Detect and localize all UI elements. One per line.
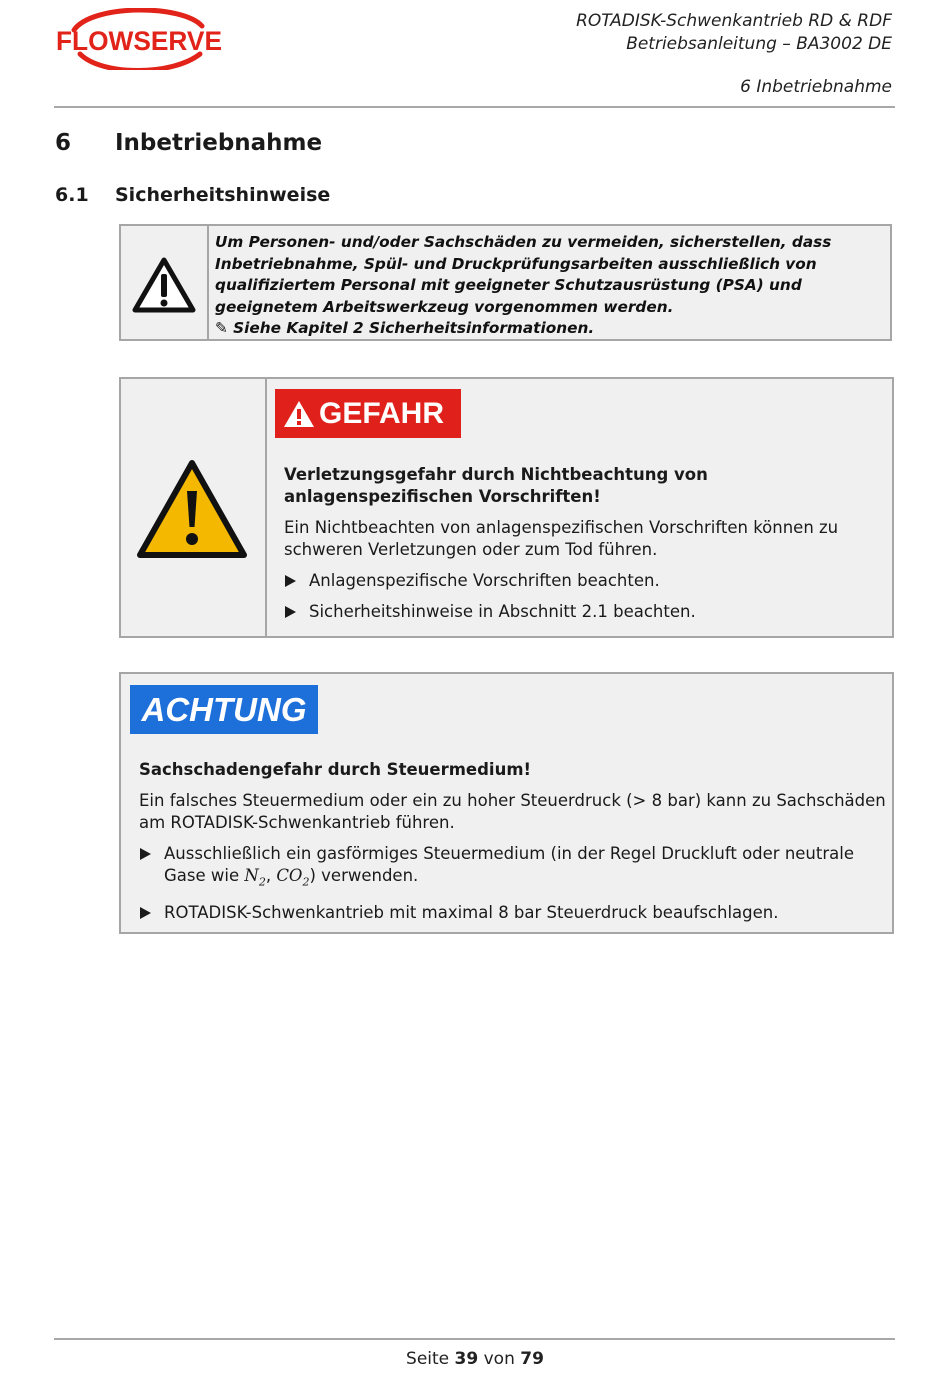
danger-notice-body <box>284 464 862 632</box>
bullet-arrow-icon <box>140 848 151 860</box>
formula-co2-symbol: CO <box>276 866 303 885</box>
danger-label-text: GEFAHR <box>319 396 445 430</box>
chapter-number: 6 <box>55 130 72 156</box>
general-notice-text <box>215 232 882 340</box>
caution-bullet-1-suffix: ) verwenden. <box>309 866 419 885</box>
general-safety-notice <box>119 224 892 341</box>
total-page-count: 79 <box>520 1349 544 1369</box>
danger-bullet-2: Sicherheitshinweise in Abschnitt 2.1 beachten. <box>309 602 696 621</box>
current-page-number: 39 <box>454 1349 479 1369</box>
footer-divider <box>54 1338 895 1340</box>
section-number: 6.1 <box>55 184 89 206</box>
caution-notice-body <box>139 759 886 933</box>
bullet-arrow-icon <box>285 575 296 587</box>
caution-bullet-1: Ausschließlich ein gasförmiges Steuermedium (in der Regel Druckluft oder neutrale Gase wie $N_2$, $CO_2$) verwenden. <box>164 844 854 889</box>
danger-label <box>275 389 461 438</box>
general-notice-body: Um Personen- und/oder Sachschäden zu vermeiden, sicherstellen, dass Inbetriebnahme, Spül- und Druckprüfungsarbeiten ausschließlich von qualifiziertem Personal mit geeigneter Schutzausrüstung (PSA) und geeignetem Arbeitswerkzeug vorgenommen werden. <box>215 233 832 316</box>
section-title: Sicherheitshinweise <box>115 184 331 206</box>
caution-label: ACHTUNG <box>130 685 318 734</box>
footer-middle: von <box>483 1349 515 1369</box>
document-title-line1: ROTADISK-Schwenkantrieb RD & RDF <box>576 11 892 31</box>
list-item <box>284 570 862 592</box>
bullet-arrow-icon <box>285 606 296 618</box>
yellow-warning-triangle-icon <box>136 459 248 559</box>
document-title-line2: Betriebsanleitung – BA3002 DE <box>626 34 892 54</box>
warning-triangle-icon <box>131 256 197 314</box>
caution-text: Ein falsches Steuermedium oder ein zu hoher Steuerdruck (> 8 bar) kann zu Sachschäden am ROTADISK-Schwenkantrieb führen. <box>139 791 886 832</box>
notice-icon-cell <box>121 226 209 339</box>
header-divider <box>54 106 895 108</box>
footer-prefix: Seite <box>406 1349 450 1369</box>
chapter-reference-link[interactable]: Siehe Kapitel 2 Sicherheitsinformationen. <box>233 319 595 337</box>
chapter-heading <box>55 130 322 156</box>
formula-n2-symbol: N <box>244 866 259 885</box>
svg-text:FLOWSERVE: FLOWSERVE <box>56 26 222 56</box>
document-title <box>576 10 892 56</box>
section-heading <box>55 184 330 206</box>
alert-triangle-icon <box>283 400 315 428</box>
caution-bullet-2: ROTADISK-Schwenkantrieb mit maximal 8 bar Steuerdruck beaufschlagen. <box>164 903 779 923</box>
formula-co2-subscript: 2 <box>302 875 310 889</box>
flowserve-logo <box>52 8 227 70</box>
formula-co2 <box>276 866 310 889</box>
danger-text: Ein Nichtbeachten von anlagenspezifischen Vorschriften können zu schweren Verletzungen oder zum Tod führen. <box>284 518 839 559</box>
reference-icon: ✎ <box>215 319 228 337</box>
caution-notice <box>119 672 894 934</box>
list-item <box>139 843 886 893</box>
caution-heading: Sachschadengefahr durch Steuermedium! <box>139 760 532 779</box>
formula-n2-subscript: 2 <box>258 875 266 889</box>
list-item <box>139 902 886 924</box>
formula-n2 <box>244 866 266 889</box>
chapter-title: Inbetriebnahme <box>115 130 323 156</box>
danger-notice <box>119 377 894 638</box>
page-footer <box>0 1349 950 1369</box>
caution-bullet-1-prefix: Ausschließlich ein gasförmiges Steuermedium (in der Regel Druckluft oder neutrale Gase wie <box>164 844 854 885</box>
danger-icon-cell <box>121 379 267 636</box>
list-item <box>284 601 862 623</box>
danger-bullet-1: Anlagenspezifische Vorschriften beachten. <box>309 571 660 590</box>
header-section-name: 6 Inbetriebnahme <box>740 77 892 97</box>
danger-heading: Verletzungsgefahr durch Nichtbeachtung von anlagenspezifischen Vorschriften! <box>284 465 708 506</box>
bullet-arrow-icon <box>140 907 151 919</box>
